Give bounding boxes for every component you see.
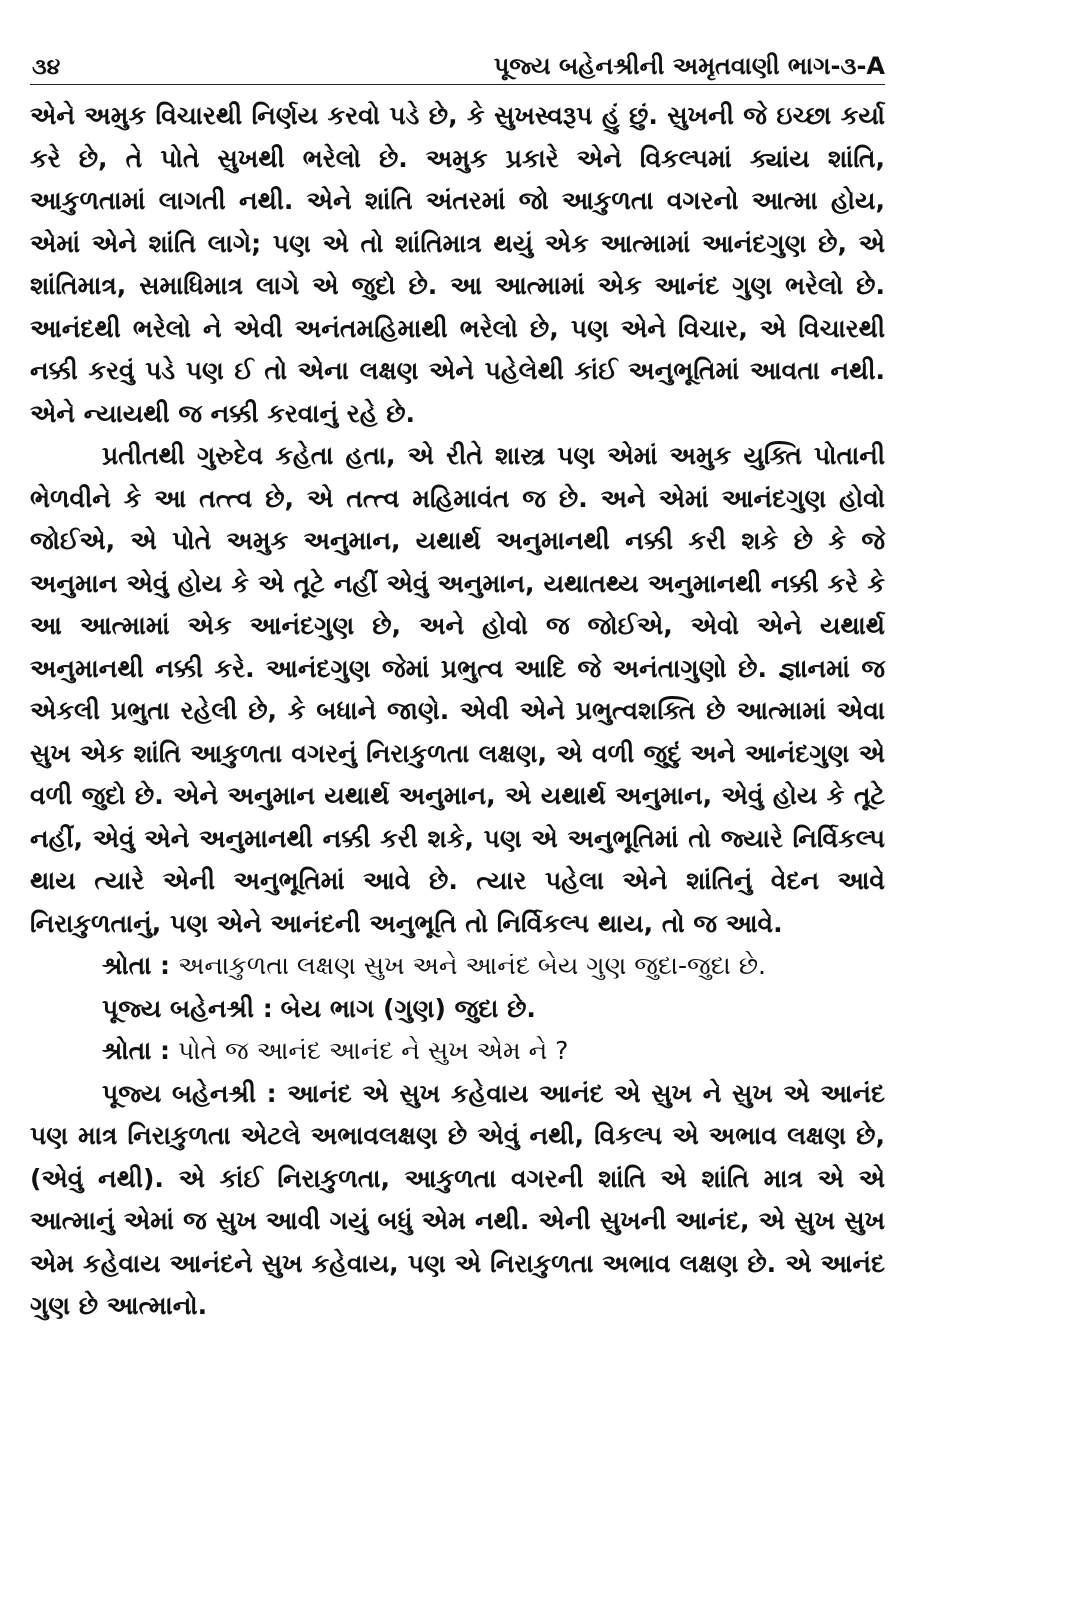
paragraph: એને અમુક વિચારથી નિર્ણય કરવો પડે છે, કે સુખસ્વરૂપ હું છું. સુખની જે ઇચ્છા કર્યા કરે છે, તે પોતે સુખથી ભરેલો છે. અમુક પ્રકારે એને વિકલ્પમાં ક્યાંય શાંતિ, આકુળતામાં લાગતી નથી. એને શાંતિ અંતરમાં જો આકુળતા વગરનો આત્મા હોય, એમાં એને શાંતિ લાગે; પણ એ તો શાંતિમાત્ર થયું એક આત્મામાં આનંદગુણ છે, એ શાંતિમાત્ર, સમાધિમાત્ર લાગે એ જુદો છે. આ આત્મામાં એક આનંદ ગુણ ભરેલો છે. આનંદથી ભરેલો ને એવી અનંતમહિમાથી ભરેલો છે, પણ એને વિચાર, એ વિચારથી નક્કી કરવું પડે પણ ઈ તો એના લક્ષણ એને પહેલેથી કાંઈ અનુભૂતિમાં આવતા નથી. એને ન્યાયથી જ નક્કી કરવાનું રહે છે. — [30, 101, 885, 428]
page-number: ૩૪ — [32, 55, 61, 80]
body-text — [30, 95, 885, 1328]
speaker-label: પૂજ્ય બહેનશ્રી : — [102, 993, 273, 1023]
page-header — [30, 42, 885, 85]
dialogue-line — [30, 988, 885, 1031]
dialogue-text: અનાકુળતા લક્ષણ સુખ અને આનંદ બેય ગુણ જુદા-જુદા છે. — [177, 951, 766, 980]
document-page — [30, 42, 885, 1328]
speaker-label: પૂજ્ય બહેનશ્રી : — [102, 1078, 277, 1108]
closing-paragraph — [30, 1073, 885, 1328]
speaker-label: શ્રોતા : — [102, 1036, 171, 1065]
closing-text: આનંદ એ સુખ કહેવાય આનંદ એ સુખ ને સુખ એ આનંદ પણ માત્ર નિરાકુળતા એટલે અભાવલક્ષણ છે એવું નથી, વિકલ્પ એ અભાવ લક્ષણ છે, (એવું નથી). એ કાંઈ નિરાકુળતા, આકુળતા વગરની શાંતિ એ શાંતિ માત્ર એ એ આત્માનું એમાં જ સુખ આવી ગયું બધું એમ નથી. એની સુખની આનંદ, એ સુખ સુખ એમ કહેવાય આનંદને સુખ કહેવાય, પણ એ નિરાકુળતા અભાવ લક્ષણ છે. એ આનંદ ગુણ છે આત્માનો. — [30, 1078, 885, 1320]
dialogue-line — [30, 1030, 885, 1073]
paragraph: પ્રતીતથી ગુરુદેવ કહેતા હતા, એ રીતે શાસ્ત્ર પણ એમાં અમુક યુક્તિ પોતાની ભેળવીને કે આ તત્ત્વ છે, એ તત્ત્વ મહિમાવંત જ છે. અને એમાં આનંદગુણ હોવો જોઈએ, એ પોતે અમુક અનુમાન, યથાર્થ અનુમાનથી નક્કી કરી શકે છે કે જે અનુમાન એવું હોય કે એ તૂટે નહીં એવું અનુમાન, યથાતથ્ય અનુમાનથી નક્કી કરે કે આ આત્મામાં એક આનંદગુણ છે, અને હોવો જ જોઈએ, એવો એને યથાર્થ અનુમાનથી નક્કી કરે. આનંદગુણ જેમાં પ્રભુત્વ આદિ જે અનંતાગુણો છે. જ્ઞાનમાં જ એકલી પ્રભુતા રહેલી છે, કે બધાને જાણે. એવી એને પ્રભુત્વશક્તિ છે આત્મામાં એવા સુખ એક શાંતિ આકુળતા વગરનું નિરાકુળતા લક્ષણ, એ વળી જુદું અને આનંદગુણ એ વળી જુદો છે. એને અનુમાન યથાર્થ અનુમાન, એ યથાર્થ અનુમાન, એવું હોય કે તૂટે નહીં, એવું એને અનુમાનથી નક્કી કરી શકે, પણ એ અનુભૂતિમાં તો જ્યારે નિર્વિકલ્પ થાય ત્યારે એની અનુભૂતિમાં આવે છે. ત્યાર પહેલા એને શાંતિનું વેદન આવે નિરાકુળતાનું, પણ એને આનંદની અનુભૂતિ તો નિર્વિકલ્પ થાય, તો જ આવે. — [30, 441, 885, 938]
dialogue-text: બેય ભાગ (ગુણ) જુદા છે. — [280, 993, 536, 1023]
speaker-label: શ્રોતા : — [102, 951, 171, 980]
running-title: પૂજ્ય બહેનશ્રીની અમૃતવાણી ભાગ-૩-A — [493, 52, 885, 80]
dialogue-text: પોતે જ આનંદ આનંદ ને સુખ એમ ને ? — [177, 1036, 569, 1065]
dialogue-line — [30, 945, 885, 988]
